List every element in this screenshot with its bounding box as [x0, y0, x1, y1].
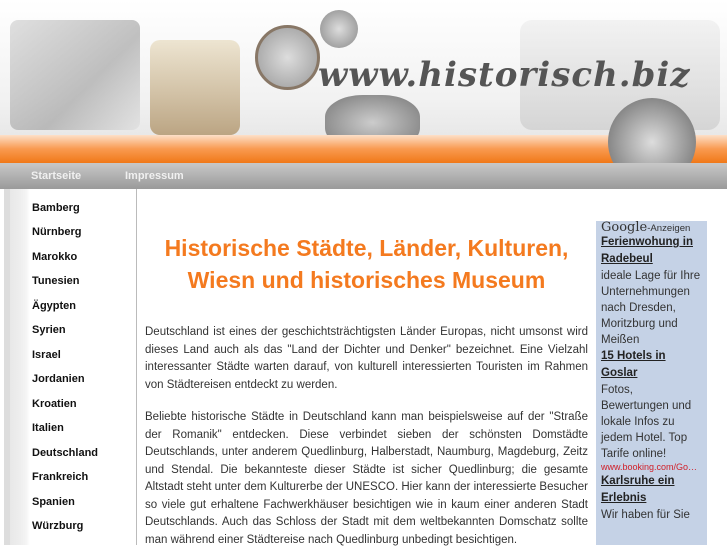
sidebar-item-jordanien[interactable]: Jordanien — [32, 373, 85, 385]
title-line-1: Historische Städte, Länder, Kulturen, — [164, 235, 569, 261]
paragraph-romanik: Beliebte historische Städte in Deutschland kann man beispielsweise auf der "Straße der Romanik" entdecken. Diese verbindet sieben der schönsten Domstädte Deutschlands, unter anderem Quedlinburg, Halberstadt, Naumburg, Magdeburg, Zeitz und Stendal. Die bekannteste dieser Städte ist sicher Quedlinburg; die gesamte Altstadt steht unter dem Kulturerbe der UNESCO. Hier kann der interessierte Besucher so viele gut erhaltene Fachwerkhäuser besichtigen wie in kaum einer anderen Stadt Deutschlands. Auch das Schloss der Stadt mit dem weltbekannten Domschatz sollte man während einer Städtereise nach Quedlinburg unbedingt besichtigen. — [145, 411, 588, 546]
sidebar-item-bamberg[interactable]: Bamberg — [32, 202, 80, 214]
sidebar-item-nuernberg[interactable]: Nürnberg — [32, 226, 82, 238]
page-title — [145, 232, 588, 296]
ads-label: -Anzeigen — [647, 223, 691, 234]
sidebar — [0, 189, 137, 545]
sidebar-item-kroatien[interactable]: Kroatien — [32, 398, 77, 410]
sidebar-item-marokko[interactable]: Marokko — [32, 251, 78, 263]
ad-title[interactable]: 15 Hotels in Goslar — [601, 350, 666, 379]
ad-text: Fotos, Bewertungen und lokale Infos zu jedem Hotel. Top Tarife online! — [601, 384, 692, 460]
sidebar-item-frankreich[interactable]: Frankreich — [32, 471, 89, 483]
nav-impressum[interactable]: Impressum — [125, 170, 184, 182]
main-content — [145, 232, 588, 549]
ad-title[interactable]: Ferienwohung in Radebeul — [601, 236, 693, 265]
sidebar-item-italien[interactable]: Italien — [32, 422, 64, 434]
armillary-image — [255, 25, 320, 90]
nav-startseite[interactable]: Startseite — [31, 170, 82, 182]
sidebar-item-aegypten[interactable]: Ägypten — [32, 300, 76, 312]
top-nav — [0, 163, 727, 189]
sidebar-item-tunesien[interactable]: Tunesien — [32, 275, 80, 287]
header-banner — [0, 0, 727, 163]
site-logo: www.historisch.biz — [318, 55, 691, 95]
street-image — [10, 20, 140, 130]
ship-image — [150, 40, 240, 135]
sidebar-item-israel[interactable]: Israel — [32, 349, 61, 361]
sidebar-item-deutschland[interactable]: Deutschland — [32, 447, 99, 459]
title-line-2: Wiesn und historisches Museum — [187, 267, 546, 293]
ads-header — [601, 221, 702, 234]
ad-text: ideale Lage für Ihre Unternehmungen nach Dresden, Moritzburg und Meißen — [601, 270, 701, 346]
coin-pendant-image — [320, 10, 358, 48]
ad-title[interactable]: Karlsruhe ein Erlebnis — [601, 475, 675, 504]
paragraph-intro: Deutschland ist eines der geschichtsträchtigsten Länder Europas, nicht umsonst wird dieses Land auch als das "Land der Dichter und Denker" bezeichnet. Eine Vielzahl interessanter Städte warten darauf, von kulturell interessierten Touristen im Rahmen von Städtereisen entdeckt zu werden. — [145, 326, 588, 391]
sidebar-item-spanien[interactable]: Spanien — [32, 496, 75, 508]
sidebar-item-wuerzburg[interactable]: Würzburg — [32, 520, 84, 532]
google-ads — [596, 221, 707, 545]
ad-url[interactable]: www.booking.com/Go… — [601, 462, 698, 472]
sidebar-item-syrien[interactable]: Syrien — [32, 324, 66, 336]
google-logo: Google — [601, 221, 648, 235]
ad-text: Wir haben für Sie — [601, 509, 690, 521]
